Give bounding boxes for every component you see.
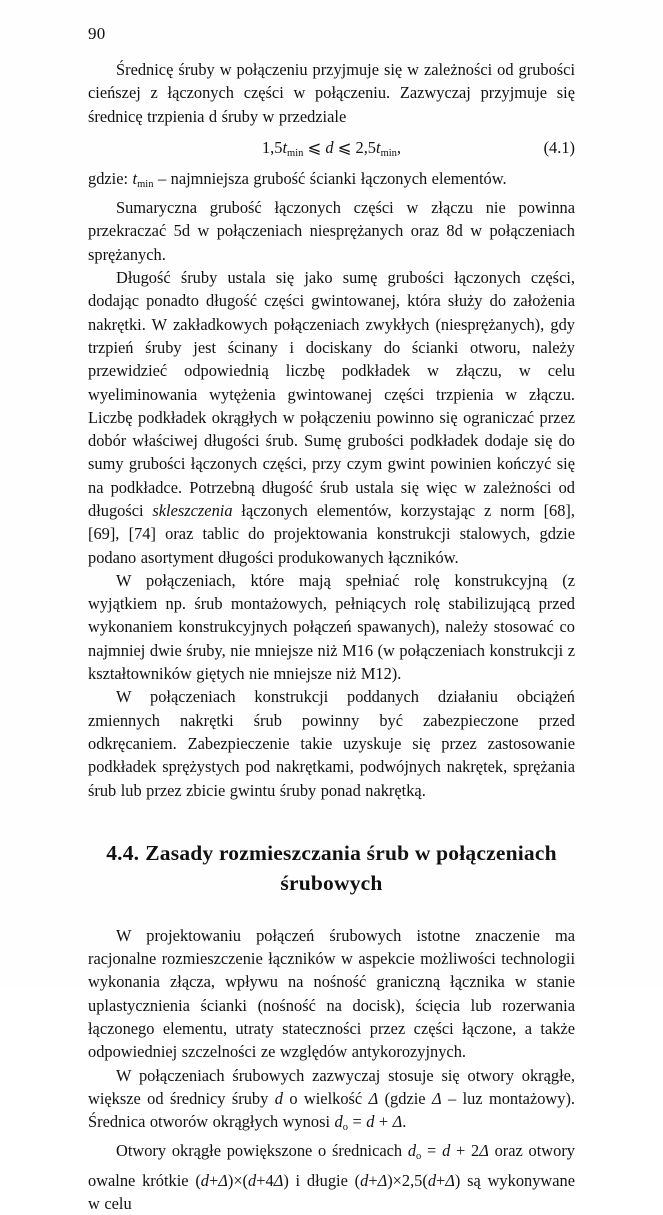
page-number: 90 [88, 24, 106, 43]
slot-short-d1: d [200, 1170, 209, 1190]
paragraph-total-thickness: Sumaryczna grubość łączonych części w złączu nie powinna przekraczać 5d w połączeniach niesprężanych oraz 8d w połączeniach sprężanych. [88, 198, 575, 264]
emphasized-term-skleszczenia: skleszczenia [152, 500, 233, 520]
hole-diameter-variable: d [334, 1112, 343, 1132]
round-holes-text-d: – luz montażowy). Średnica otworów okrągłych wynosi [88, 1088, 576, 1132]
clearance-symbol-delta: Δ [368, 1088, 379, 1108]
enlarged-holes-text-d: są wykonywane w celu [88, 1170, 575, 1213]
slot-long-d2: d [427, 1170, 437, 1190]
section-number: 4.4. [106, 840, 140, 865]
equation-lhs-subscript: min [287, 147, 304, 159]
slot-short-delta2: Δ [273, 1170, 284, 1190]
enlarged-hole-subscript: o [416, 1151, 422, 1163]
clearance-symbol-delta-2: Δ [431, 1088, 442, 1108]
enlarged-holes-text-a: Otwory okrągłe powiększone o średnicach [116, 1141, 408, 1161]
text-column [88, 58, 575, 1215]
round-holes-text-c: (gdzie [378, 1088, 432, 1108]
enlarged-holes-text-b: oraz otwory owalne krótkie [88, 1141, 575, 1190]
enlarged-holes-text-c: i długie [288, 1170, 355, 1190]
slot-long-delta2: Δ [445, 1170, 455, 1190]
equation-relation-right: ⩽ [337, 137, 352, 157]
equation-rhs-subscript: min [380, 147, 397, 159]
paragraph-round-holes: W połączeniach śrubowych zazwyczaj stosuje się otwory okrągłe, większe od średnicy śruby d o wielkość Δ (gdzie Δ – luz montażowy). Średnica otworów okrągłych wynosi $d_o = d + \Delta$. [88, 1065, 576, 1134]
paragraph-where-definition [88, 167, 575, 196]
slot-short-d2: d [248, 1170, 257, 1190]
equation-rhs-variable: t [376, 137, 381, 157]
section-heading-wrap [88, 838, 575, 898]
equation-lhs-variable: t [282, 137, 288, 157]
paragraph-enlarged-holes: Otwory okrągłe powiększone o średnicach $d_o = d + 2\Delta$ oraz otwory owalne krótkie (d+Δ)×(d+4Δ) i długie (d+Δ)×2,5(d+Δ) są wykonywane w celu [88, 1141, 575, 1213]
section-title: Zasady rozmieszczania śrub w połączeniach śrubowych [145, 840, 557, 895]
equation-4-1-row [88, 135, 575, 161]
paragraph-structural-role: W połączeniach, które mają spełniać rolę konstrukcyjną (z wyjątkiem np. śrub montażowych, pełniących rolę stabilizującą przed wykonaniem konstrukcyjnych połączeń spawanych), należy stosować co najmniej dwie śruby, nie mniejsze niż M16 (w połączeniach konstrukcji z kształtowników giętych nie mniejsze niż M12). [88, 570, 575, 684]
paragraph-variable-loads: W połączeniach konstrukcji poddanych działaniu obciążeń zmiennych nakrętki śrub powinny być zabezpieczone przed odkręcaniem. Zabezpieczenie takie uzyskuje się przez zastosowanie podkładek sprężystych pod nakrętkami, podwójnych nakrętek, sprężania śrub lub przez zbicie gwintu śruby ponad nakrętką. [88, 687, 575, 800]
bolt-diameter-variable: d [366, 1112, 375, 1132]
clearance-delta-inline: Δ [392, 1112, 403, 1132]
enlarged-hole-diameter-variable: d [407, 1141, 417, 1161]
equation-rhs-coefficient: 2,5 [355, 137, 376, 157]
paragraph-bolt-diameter: Średnicę śruby w połączeniu przyjmuje się w zależności od grubości cieńszej z łączonych części w połączeniu. Zazwyczaj przyjmuje się średnicę trzpienia d śruby w przedziale [88, 60, 575, 126]
equation-4-1-body [88, 135, 575, 167]
hole-diameter-subscript: o [342, 1122, 348, 1134]
where-variable-subscript: min [137, 178, 154, 190]
enlarged-clearance-delta: Δ [479, 1141, 489, 1161]
round-holes-text-b: o wielkość [282, 1088, 369, 1108]
slot-short-delta1: Δ [218, 1170, 228, 1190]
equation-middle-variable: d [325, 137, 334, 157]
paragraph-layout-principles: W projektowaniu połączeń śrubowych istotne znaczenie ma racjonalne rozmieszczenie łączników w aspekcie możliwości technologii wykonania złącza, wpływu na nośność graniczną łącznika w stanie uplastycznienia ścianki (nośność na docisk), ścięcia lub rozerwania łączonego elementu, utraty stateczności przez części łączone, a także odpowiedniej szczelności ze względów antykorozyjnych. [88, 925, 575, 1062]
slot-long-delta1: Δ [377, 1170, 388, 1190]
where-variable: t [132, 168, 138, 188]
where-prefix: gdzie: [88, 168, 133, 188]
slot-long-d1: d [360, 1170, 369, 1190]
enlarged-bolt-diameter: d [442, 1141, 451, 1161]
round-holes-text-a: W połączeniach śrubowych zazwyczaj stosuje się otwory okrągłe, większe od średnicy śruby [88, 1065, 575, 1108]
paragraph-bolt-length: Długość śruby ustala się jako sumę grubości łączonych części, dodając ponadto długość części gwintowanej, która służy do założenia nakrętki. W zakładkowych połączeniach zwykłych (niesprężanych), gdy trzpień śruby jest ścinany i dociskany do ścianki otworu, należy przewidzieć odpowiednią liczbę podkładek w złączu, w celu wyeliminowania wytężenia gwintowanej części trzpienia w złączu. Liczbę podkładek okrągłych w połączeniu powinno się ograniczać przez dobór właściwej długości śrub. Sumę grubości podkładek dodaje się do sumy grubości łączonych części, przy czym gwint powinien kończyć się na podkładce. Potrzebną długość śrub ustala się więc w zależności od długości skleszczenia łączonych elementów, korzystając z norm [68], [69], [74] oraz tablic do projektowania konstrukcji stalowych, gdzie podano asortyment długości produkowanych łączników. [88, 268, 575, 567]
where-definition-text: – najmniejsza grubość ścianki łączonych elementów. [153, 168, 507, 188]
round-holes-text-e: . [402, 1112, 407, 1132]
equation-number: (4.1) [543, 137, 575, 157]
section-heading-4-4 [88, 838, 575, 898]
equation-trailing-comma: , [396, 137, 402, 157]
equation-lhs-coefficient: 1,5 [261, 137, 283, 157]
diameter-variable-d: d [274, 1088, 283, 1108]
equation-relation-left: ⩽ [307, 137, 322, 157]
